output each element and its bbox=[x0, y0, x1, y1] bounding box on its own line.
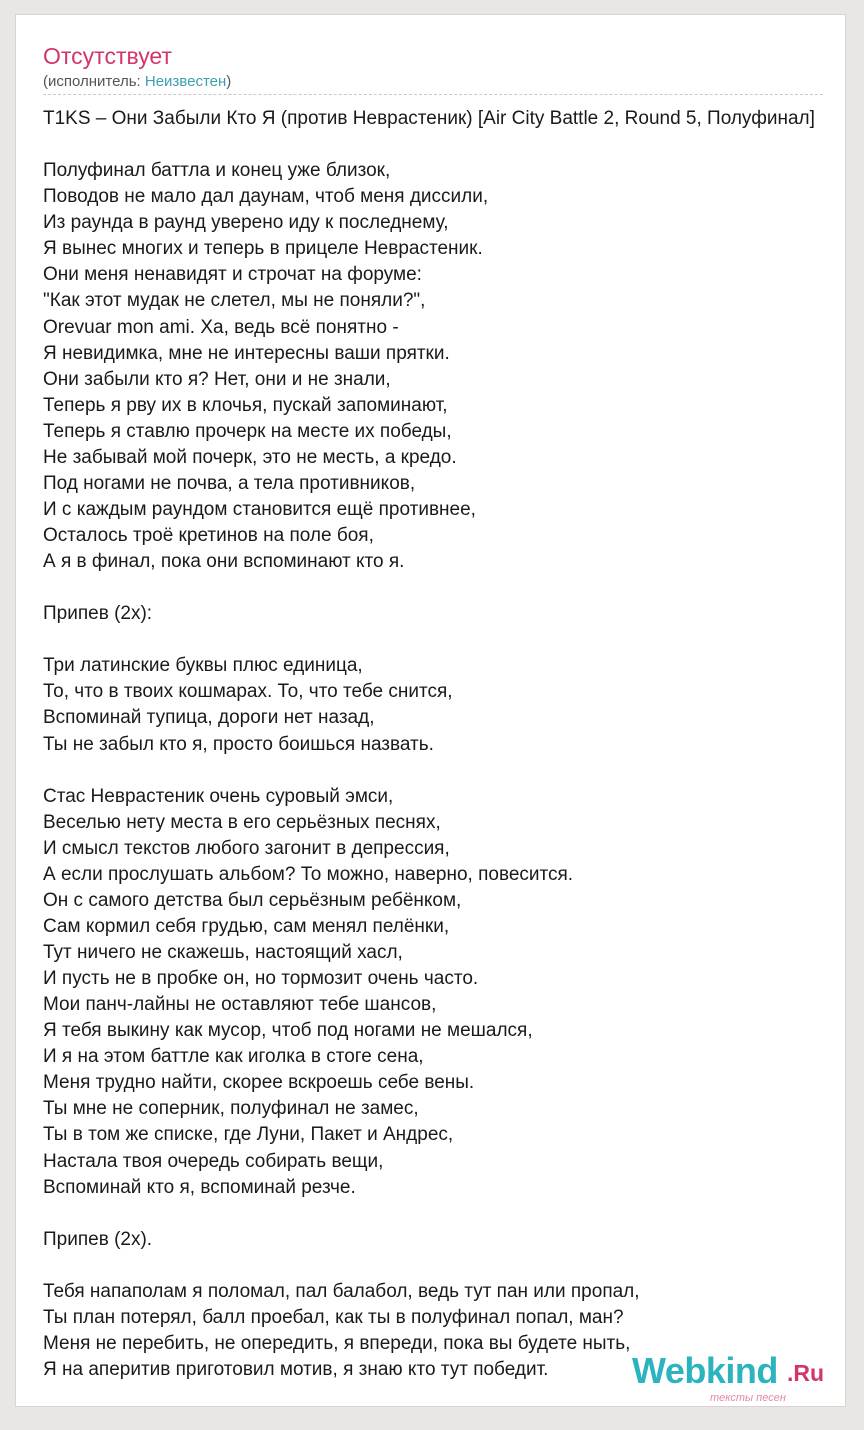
title-divider bbox=[43, 94, 823, 95]
artist-prefix: (исполнитель: bbox=[43, 73, 145, 90]
lyric-line: Сам кормил себя грудью, сам менял пелёнки, bbox=[43, 915, 450, 937]
lyrics-card bbox=[15, 14, 846, 1407]
lyrics-text bbox=[43, 106, 846, 1383]
lyric-line: Мои панч-лайны не оставляют тебе шансов, bbox=[43, 994, 437, 1016]
lyric-line bbox=[43, 1253, 846, 1279]
lyric-line: Я тебя выкину как мусор, чтоб под ногами не мешался, bbox=[43, 1020, 533, 1042]
lyric-line: То, что в твоих кошмарах. То, что тебе снится, bbox=[43, 681, 453, 703]
lyric-line: Не забывай мой почерк, это не месть, а кредо. bbox=[43, 446, 457, 468]
lyric-line: Ты не забыл кто я, просто боишься назвать. bbox=[43, 733, 434, 755]
lyric-line: Вспоминай кто я, вспоминай резче. bbox=[43, 1176, 356, 1198]
lyric-line: Ты мне не соперник, полуфинал не замес, bbox=[43, 1098, 419, 1120]
lyric-line: Полуфинал баттла и конец уже близок, bbox=[43, 160, 391, 182]
song-title[interactable]: Отсутствует bbox=[43, 43, 172, 69]
lyric-line: Orevuar mon ami. Ха, ведь всё понятно - bbox=[43, 316, 399, 338]
artist-link[interactable]: Неизвестен bbox=[144, 73, 227, 90]
lyric-line: Теперь я рву их в клочья, пускай запоминают, bbox=[43, 394, 448, 416]
lyric-line: Тебя напаполам я поломал, пал балабол, ведь тут пан или пропал, bbox=[43, 1280, 640, 1302]
artist-suffix: ) bbox=[226, 73, 232, 90]
site-logo[interactable] bbox=[632, 1350, 832, 1404]
lyric-line: T1KS – Они Забыли Кто Я (против Неврастеник) [Air City Battle 2, Round 5, Полуфинал] bbox=[43, 108, 815, 129]
lyric-line: И пусть не в пробке он, но тормозит очень часто. bbox=[43, 968, 479, 990]
lyric-line: И я на этом баттле как иголка в стоге сена, bbox=[43, 1046, 424, 1068]
lyric-line: Три латинские буквы плюс единица, bbox=[43, 655, 363, 677]
lyric-line: Я на аперитив приготовил мотив, я знаю кто тут победит. bbox=[43, 1359, 549, 1380]
lyric-line: Припев (2х): bbox=[43, 603, 153, 625]
lyric-line: Меня трудно найти, скорее вскроешь себе вены. bbox=[43, 1072, 475, 1094]
lyric-line: Осталось троё кретинов на поле боя, bbox=[43, 525, 374, 546]
lyric-line: Он с самого детства был серьёзным ребёнком, bbox=[43, 889, 462, 911]
lyric-line: И смысл текстов любого загонит в депрессия, bbox=[43, 837, 450, 859]
lyric-line: Я невидимка, мне не интересны ваши прятки. bbox=[43, 342, 450, 364]
lyric-line: Они забыли кто я? Нет, они и не знали, bbox=[43, 368, 391, 390]
lyric-line: Поводов не мало дал даунам, чтоб меня диссили, bbox=[43, 186, 489, 208]
lyric-line: Я вынес многих и теперь в прицеле Неврастеник. bbox=[43, 238, 483, 260]
lyric-line: Вспоминай тупица, дороги нет назад, bbox=[43, 707, 375, 729]
logo-tagline: тексты песен bbox=[710, 1392, 786, 1404]
lyric-line bbox=[43, 1201, 846, 1227]
lyric-line: Ты план потерял, балл проебал, как ты в полуфинал попал, ман? bbox=[43, 1306, 624, 1328]
lyric-line: И с каждым раундом становится ещё противнее, bbox=[43, 498, 476, 520]
artist-line bbox=[43, 73, 231, 90]
lyric-line: Они меня ненавидят и строчат на форуме: bbox=[43, 264, 422, 286]
lyric-line: Меня не перебить, не опередить, я впереди, пока вы будете ныть, bbox=[43, 1332, 631, 1354]
lyric-line: Под ногами не почва, а тела противников, bbox=[43, 472, 416, 494]
lyric-line: А если прослушать альбом? То можно, наверно, повесится. bbox=[43, 863, 574, 885]
lyric-line bbox=[43, 575, 846, 601]
lyric-line: Ты в том же списке, где Луни, Пакет и Андрес, bbox=[43, 1124, 454, 1146]
lyric-line: "Как этот мудак не слетел, мы не поняли?", bbox=[43, 290, 426, 312]
lyric-line: Теперь я ставлю прочерк на месте их победы, bbox=[43, 420, 452, 442]
lyric-line: Стас Неврастеник очень суровый эмси, bbox=[43, 785, 394, 807]
logo-wordmark: Webkind bbox=[632, 1350, 778, 1391]
lyric-line bbox=[43, 132, 846, 158]
lyric-line bbox=[43, 627, 846, 653]
lyric-line: Припев (2х). bbox=[43, 1228, 153, 1250]
lyric-line: А я в финал, пока они вспоминают кто я. bbox=[43, 551, 405, 573]
lyric-line bbox=[43, 758, 846, 784]
logo-domain-suffix: .Ru bbox=[787, 1360, 825, 1386]
lyric-line: Веселью нету места в его серьёзных песнях, bbox=[43, 811, 441, 833]
lyric-line: Из раунда в раунд уверено иду к последнему, bbox=[43, 212, 449, 234]
lyric-line: Настала твоя очередь собирать вещи, bbox=[43, 1150, 384, 1172]
lyric-line: Тут ничего не скажешь, настоящий хасл, bbox=[43, 942, 403, 963]
